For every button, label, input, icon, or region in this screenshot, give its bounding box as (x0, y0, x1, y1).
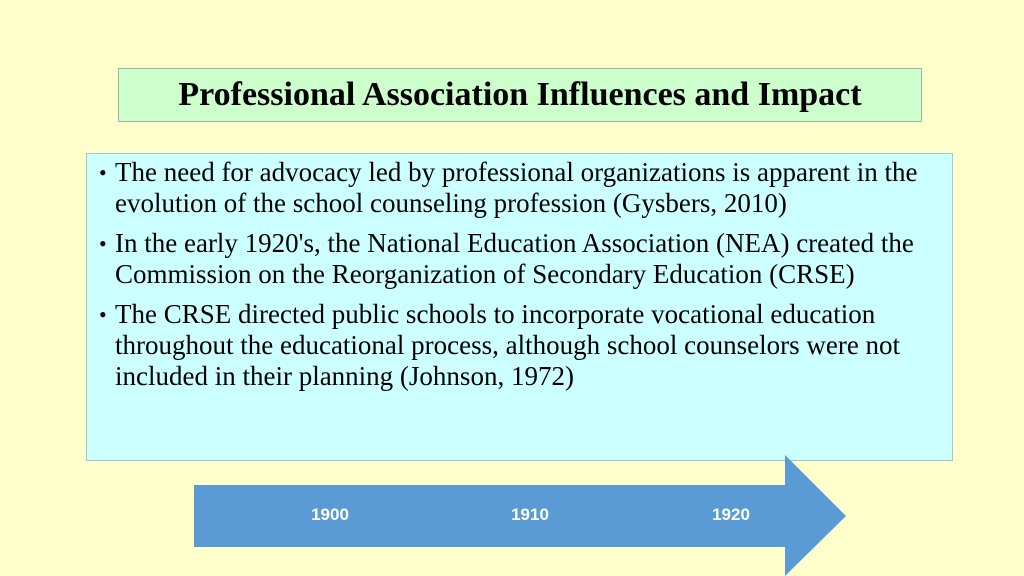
bullet-icon: • (99, 302, 107, 327)
bullet-icon: • (99, 231, 107, 256)
bullet-icon: • (99, 160, 107, 185)
slide-title: Professional Association Influences and Impact (178, 76, 862, 113)
bullet-text: The CRSE directed public schools to incorporate vocational education throughout the educational process, although school counselors were not included in their planning (Johnson, 1972) (115, 299, 901, 391)
bullet-text: The need for advocacy led by professional organizations is apparent in the evolution of the school counseling profession (Gysbers, 2010) (115, 157, 918, 218)
timeline-label-1920: 1920 (712, 505, 750, 524)
timeline-label-1910: 1910 (511, 505, 549, 524)
bullet-text: In the early 1920's, the National Education Association (NEA) created the Commission on the Reorganization of Secondary Education (CRSE) (115, 228, 914, 289)
timeline-label-1900: 1900 (311, 505, 349, 524)
